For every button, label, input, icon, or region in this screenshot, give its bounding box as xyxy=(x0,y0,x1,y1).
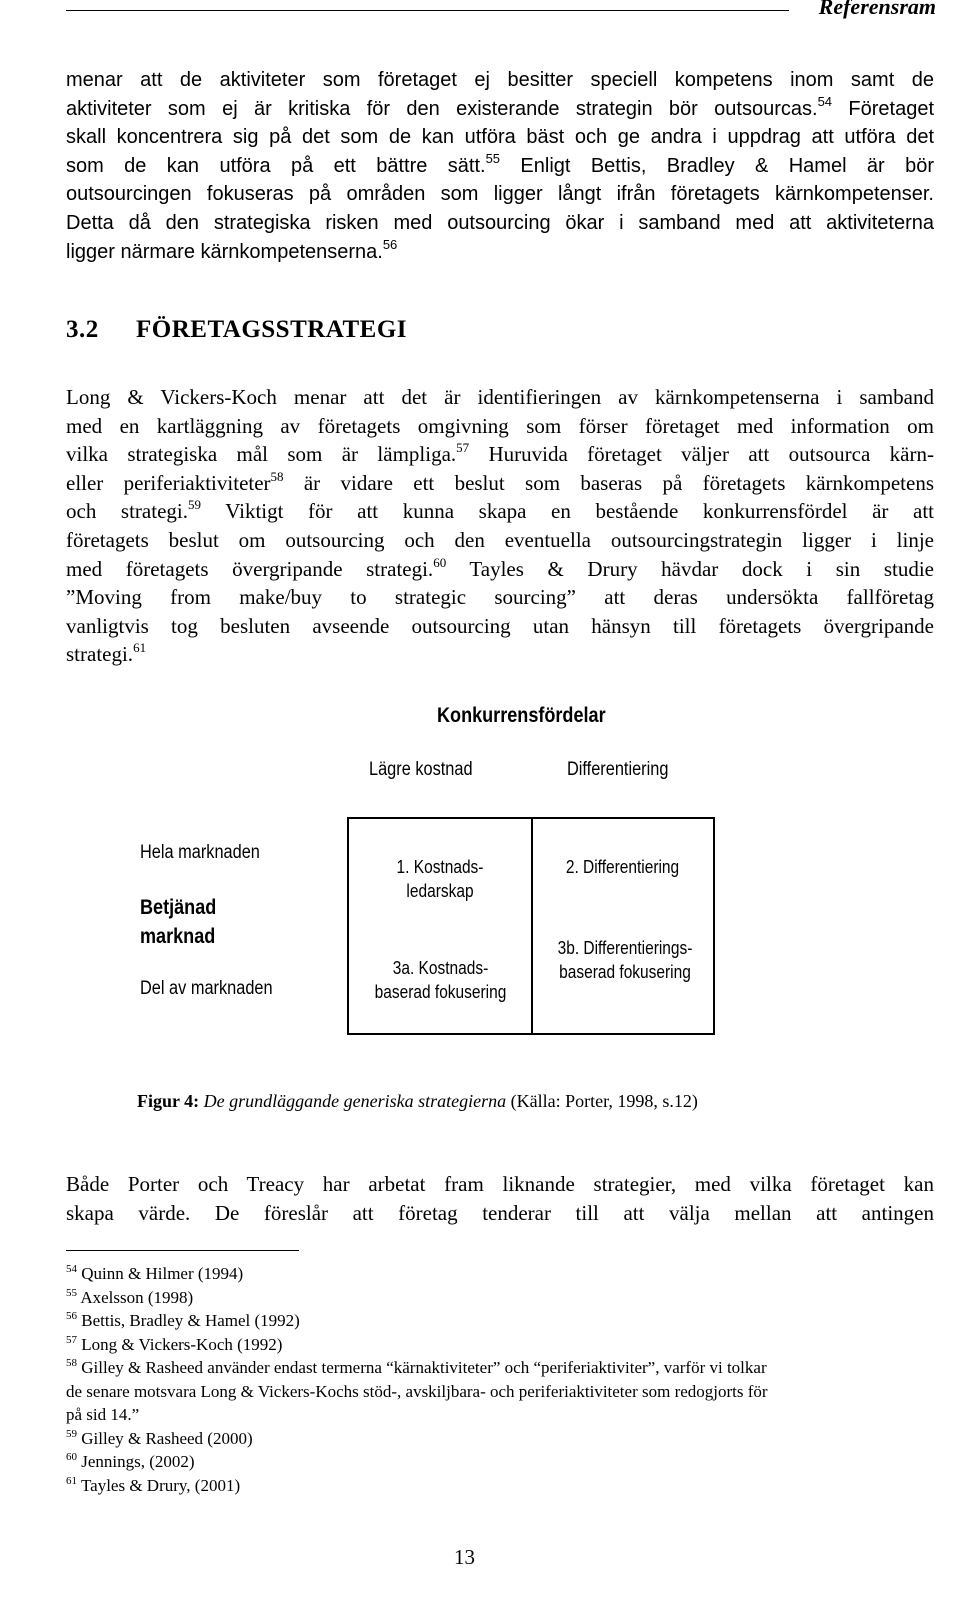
p1-line-5: outsourcingen fokuseras på områden som ligger långt ifrån företagets kärnkompetenser. xyxy=(66,183,934,206)
caption-label: Figur 4: xyxy=(137,1091,200,1111)
p3-line-1: Både Porter och Treacy har arbetat fram liknande strategier, med vilka företaget kan xyxy=(66,1172,934,1196)
footnotes xyxy=(66,1262,934,1497)
p2-line-5: och strategi.$^{59}$ Viktigt för att kunna skapa en bestående konkurrensfördel är att xyxy=(66,497,934,524)
p1-line-6: Detta då den strategiska risken med outsourcing ökar i samband med att aktiviteterna xyxy=(66,211,934,234)
column-label-low-cost: Lägre kostnad xyxy=(369,759,473,780)
footnote-separator xyxy=(66,1250,299,1251)
footnote-58-cont-2: på sid 14.” xyxy=(66,1405,140,1424)
footnote-ref-61: 61 xyxy=(133,640,147,656)
p2-line-7: med företagets övergripande strategi.$^{60}$ Tayles & Drury hävdar dock i sin studie xyxy=(66,554,934,581)
footnote-56: $^{56}$ Bettis, Bradley & Hamel (1992) xyxy=(66,1310,300,1330)
cell-differentiation: 2. Differentiering xyxy=(565,857,680,877)
cell-differentiation-focus: 3b. Differentierings-baserad fokusering xyxy=(557,938,693,982)
p2-line-10: strategi.$^{61}$ xyxy=(66,640,147,667)
footnote-57: $^{57}$ Long & Vickers-Koch (1992) xyxy=(66,1333,283,1354)
paragraph-2 xyxy=(66,383,934,669)
row-label-served-market: Betjänad marknad xyxy=(140,896,217,948)
footnote-55: $^{55}$ Axelsson (1998) xyxy=(66,1286,194,1307)
p1-line-2: aktiviteter som ej är kritiska för den existerande strategin bör outsourcas.$^{54}$ Företaget xyxy=(66,93,935,120)
footnote-58: $^{58}$ Gilley & Rasheed använder endast termerna “kärnaktiviteter” och “periferiaktiviter”, varför vi tolkar xyxy=(66,1357,767,1377)
p2-line-1: Long & Vickers-Koch menar att det är identifieringen av kärnkompetenserna i samband xyxy=(66,385,934,409)
p2-line-8: ”Moving from make/buy to strategic sourcing” att deras undersökta fallföretag xyxy=(66,585,934,610)
p3-line-2: skapa värde. De föreslår att företag tenderar till att välja mellan att antingen xyxy=(66,1200,934,1225)
p2-line-9: vanligtvis tog besluten avseende outsourcing utan hänsyn till företagets övergripande xyxy=(66,613,934,638)
p2-line-2: med en kartläggning av företagets omgivning som förser företaget med information om xyxy=(66,413,934,438)
row-label-part-market: Del av marknaden xyxy=(140,978,273,999)
paragraph-3 xyxy=(66,1170,934,1227)
paragraph-1 xyxy=(66,66,934,266)
footnote-ref-60: 60 xyxy=(433,554,447,570)
footnote-ref-57: 57 xyxy=(456,440,470,456)
section-title: FÖRETAGSSTRATEGI xyxy=(136,316,408,343)
running-head: Referensram xyxy=(818,0,936,19)
footnote-54: $^{54}$ Quinn & Hilmer (1994) xyxy=(66,1263,244,1283)
section-number: 3.2 xyxy=(66,316,99,343)
p2-line-4: eller periferiaktiviteter$^{58}$ är vidare ett beslut som baseras på företagets kärnkompetens xyxy=(66,468,934,495)
footnote-ref-55: 55 xyxy=(485,150,501,166)
footnote-ref-54: 54 xyxy=(817,93,833,109)
p1-line-4: som de kan utföra på ett bättre sätt.$^{55}$ Enligt Bettis, Bradley & Hamel är bör xyxy=(66,150,934,177)
caption-title: De grundläggande generiska strategierna xyxy=(203,1091,507,1111)
p1-line-3: skall koncentrera sig på det som de kan utföra bäst och ge andra i uppdrag att utföra det xyxy=(66,126,934,149)
caption-source: (Källa: Porter, 1998, s.12) xyxy=(510,1091,698,1111)
matrix-divider xyxy=(531,819,533,1033)
footnote-ref-56: 56 xyxy=(382,236,398,252)
p2-line-3: vilka strategiska mål som är lämpliga.$^{57}$ Huruvida företaget väljer att outsourca kärn- xyxy=(66,440,934,467)
figure-caption xyxy=(137,1091,698,1112)
p1-line-1: menar att de aktiviteter som företaget ej besitter speciell kompetens inom samt de xyxy=(66,69,934,91)
footnote-61: $^{61}$ Tayles & Drury, (2001) xyxy=(66,1474,241,1495)
section-heading xyxy=(66,316,407,344)
cell-cost-focus: 3a. Kostnads-baserad fokusering xyxy=(374,958,507,1002)
footnote-ref-59: 59 xyxy=(187,497,201,513)
footnote-60: $^{60}$ Jennings, (2002) xyxy=(66,1451,195,1471)
cell-cost-leadership: 1. Kostnads-ledarskap xyxy=(396,857,484,901)
footnote-59: $^{59}$ Gilley & Rasheed (2000) xyxy=(66,1427,253,1448)
footnote-58-cont-1: de senare motsvara Long & Vickers-Kochs stöd-, avskiljbara- och periferiaktiviteter som redogjorts för xyxy=(66,1381,768,1401)
row-label-whole-market: Hela marknaden xyxy=(140,842,260,863)
page-number: 13 xyxy=(454,1545,475,1569)
footnote-ref-58: 58 xyxy=(270,468,284,484)
p2-line-6: företagets beslut om outsourcing och den eventuella outsourcingstrategin ligger i linje xyxy=(66,527,934,552)
header-rule xyxy=(66,10,789,11)
column-label-differentiation: Differentiering xyxy=(567,759,669,780)
figure-title: Konkurrensfördelar xyxy=(437,704,606,727)
p1-line-7: ligger närmare kärnkompetenserna.$^{56}$ xyxy=(66,236,398,263)
